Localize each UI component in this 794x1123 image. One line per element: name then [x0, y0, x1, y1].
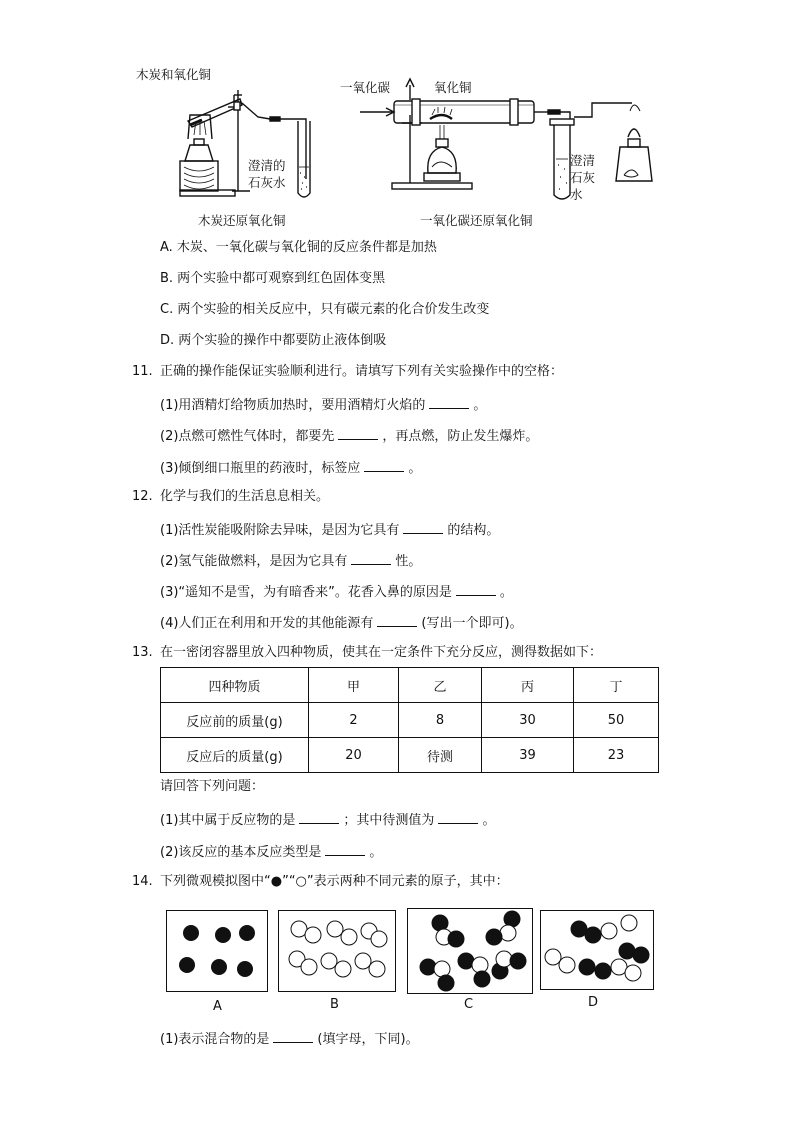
- label-cuo-right: 氧化铜: [434, 80, 472, 95]
- q14-stem: 下列微观模拟图中“●”“○”表示两种不同元素的原子，其中：: [160, 874, 509, 889]
- data-table: [160, 667, 659, 773]
- table-cell: 20: [309, 738, 399, 773]
- q11-part3: (3)倾倒细口瓶里的药液时，标签应 。: [160, 461, 422, 476]
- experiment-figure: [130, 55, 670, 235]
- q14-number: 14.: [132, 874, 153, 889]
- q11-stem: 正确的操作能保证实验顺利进行。请填写下列有关实验操作中的空格：: [160, 364, 564, 379]
- label-a: A: [213, 999, 222, 1014]
- label-co: 一氧化碳: [340, 80, 391, 95]
- q13-part1: (1)其中属于反应物的是 ；其中待测值为 。: [160, 813, 496, 828]
- particles-c: [408, 909, 532, 993]
- label-limewater-right: 澄清 石灰 水: [570, 153, 596, 202]
- table-cell: 2: [309, 703, 399, 738]
- q10-option-d: D. 两个实验的操作中都要防止液体倒吸: [160, 333, 387, 348]
- table-cell: 50: [574, 703, 659, 738]
- q12-part4: (4)人们正在利用和开发的其他能源有 (写出一个即可)。: [160, 616, 523, 631]
- q11-part2: (2)点燃可燃性气体时，都要先 ，再点燃，防止发生爆炸。: [160, 429, 539, 444]
- table-cell: 反应前的质量(g): [161, 703, 309, 738]
- particles-d: [541, 911, 653, 989]
- table-row: [161, 738, 659, 773]
- apparatus-drawing: [130, 55, 670, 235]
- q10-option-c: C. 两个实验的相关反应中，只有碳元素的化合价发生改变: [160, 302, 490, 317]
- q10-option-b: B. 两个实验中都可观察到红色固体变黑: [160, 271, 386, 286]
- particles-a: [167, 911, 267, 991]
- q12-part2: (2)氢气能做燃料，是因为它具有 性。: [160, 554, 422, 569]
- q14-part1: (1)表示混合物的是 (填字母，下同)。: [160, 1032, 419, 1047]
- label-charcoal-cuo: 木炭和氧化铜: [136, 67, 212, 82]
- answer-blank[interactable]: [325, 843, 365, 856]
- caption-right: 一氧化碳还原氧化铜: [420, 213, 533, 228]
- table-cell: 四种物质: [161, 668, 309, 703]
- micro-diagram-b: [278, 910, 396, 992]
- q13-number: 13.: [132, 645, 153, 660]
- table-cell: 甲: [309, 668, 399, 703]
- table-row: [161, 668, 659, 703]
- q12-stem: 化学与我们的生活息息相关。: [160, 489, 330, 504]
- q11-number: 11.: [132, 364, 153, 379]
- q13-prompt: 请回答下列问题：: [160, 779, 265, 794]
- label-c: C: [464, 997, 474, 1012]
- answer-blank[interactable]: [351, 552, 391, 565]
- answer-blank[interactable]: [364, 459, 404, 472]
- table-row: [161, 703, 659, 738]
- micro-diagram-a: [166, 910, 268, 992]
- table-cell: 丁: [574, 668, 659, 703]
- micro-diagram-c: [407, 908, 533, 994]
- q13-part2: (2)该反应的基本反应类型是 。: [160, 845, 383, 860]
- q13-stem: 在一密闭容器里放入四种物质，使其在一定条件下充分反应，测得数据如下：: [160, 645, 603, 660]
- label-limewater-left: 澄清的 石灰水: [248, 158, 286, 190]
- particles-b: [279, 911, 395, 991]
- table-cell: 丙: [482, 668, 574, 703]
- answer-blank[interactable]: [403, 521, 443, 534]
- q11-part1: (1)用酒精灯给物质加热时，要用酒精灯火焰的 。: [160, 398, 487, 413]
- answer-blank[interactable]: [273, 1030, 313, 1043]
- q12-number: 12.: [132, 489, 153, 504]
- table-cell: 30: [482, 703, 574, 738]
- table-cell: 8: [399, 703, 482, 738]
- label-b: B: [330, 997, 339, 1012]
- answer-blank[interactable]: [377, 614, 417, 627]
- q12-part3: (3)“遥知不是雪，为有暗香来”。花香入鼻的原因是 。: [160, 585, 513, 600]
- table-cell: 反应后的质量(g): [161, 738, 309, 773]
- answer-blank[interactable]: [438, 811, 478, 824]
- answer-blank[interactable]: [338, 427, 378, 440]
- q12-part1: (1)活性炭能吸附除去异味，是因为它具有 的结构。: [160, 523, 500, 538]
- label-d: D: [588, 995, 599, 1010]
- table-cell: 待测: [399, 738, 482, 773]
- q10-option-a: A. 木炭、一氧化碳与氧化铜的反应条件都是加热: [160, 240, 437, 255]
- caption-left: 木炭还原氧化铜: [198, 213, 286, 228]
- table-cell: 乙: [399, 668, 482, 703]
- answer-blank[interactable]: [299, 811, 339, 824]
- table-cell: 23: [574, 738, 659, 773]
- answer-blank[interactable]: [429, 396, 469, 409]
- table-cell: 39: [482, 738, 574, 773]
- answer-blank[interactable]: [456, 583, 496, 596]
- micro-diagram-d: [540, 910, 654, 990]
